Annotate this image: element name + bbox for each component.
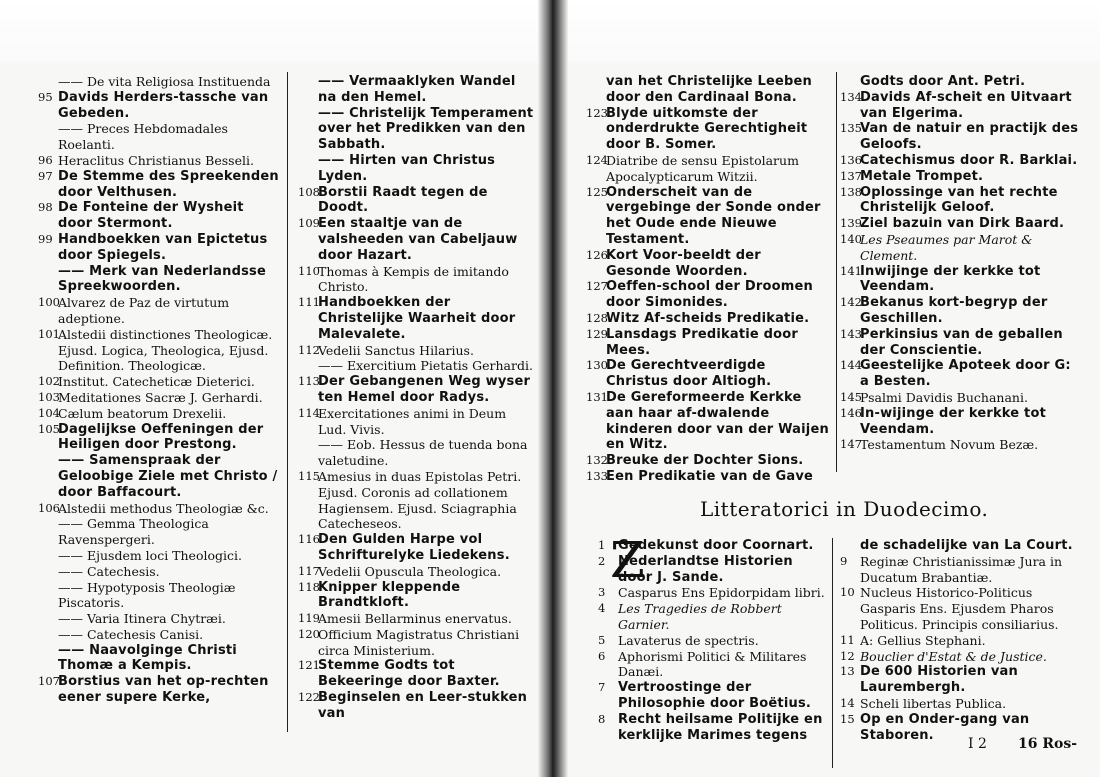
entry-title: Alvarez de Paz de virtutum adeptione.: [58, 295, 230, 326]
catalog-entry: [38, 374, 282, 390]
entry-title: Davids Herders-tassche van Gebeden.: [58, 89, 269, 121]
entry-number: 126: [586, 247, 608, 262]
catalog-entry: [840, 295, 1080, 327]
catalog-column-3-lower: [598, 531, 830, 743]
entry-number: 142: [840, 295, 862, 310]
signature-mark: I 2: [968, 736, 987, 752]
entry-title: Exercitationes animi in Deum Lud. Vivis.: [318, 405, 507, 437]
entry-number: 107: [38, 674, 60, 689]
catalog-entry: [38, 516, 282, 548]
catalog-entry: [298, 469, 534, 532]
catalog-entry: [38, 548, 282, 564]
entry-number: 143: [840, 326, 862, 341]
catalog-entry: [38, 643, 282, 675]
entry-title: —— Hirten van Christus Lyden.: [318, 152, 496, 184]
catalog-entry: [586, 311, 830, 327]
entry-title: Stemme Godts tot Bekeeringe door Baxter.: [318, 658, 500, 690]
catalog-entry: [840, 585, 1080, 632]
entry-number: 120: [298, 626, 320, 641]
catalog-entry: [298, 627, 534, 659]
entry-title: Meditationes Sacræ J. Gerhardi.: [58, 389, 263, 405]
entry-title: Vedelii Opuscula Theologica.: [318, 563, 502, 579]
entry-number: 2: [598, 553, 606, 568]
catalog-entry: [840, 153, 1080, 169]
entry-title: Een staaltje van de valsheeden van Cabeljauw door Hazart.: [318, 216, 518, 263]
catalog-entry: [598, 538, 830, 554]
entry-number: 103: [38, 389, 60, 404]
entry-number: [298, 74, 318, 106]
entry-number: 105: [38, 421, 60, 436]
entry-title: Diatribe de sensu Epistolarum Apocalypticarum Witzii.: [606, 152, 799, 184]
catalog-entry: [586, 185, 830, 248]
entry-number: 111: [298, 295, 320, 310]
catalog-entry: [598, 649, 830, 681]
catalog-entry: [840, 185, 1080, 217]
entry-number: 113: [298, 374, 320, 389]
entry-title: —— Varia Itinera Chytræi.: [58, 611, 226, 627]
entry-title: Lansdags Predikatie door Mees.: [606, 326, 799, 358]
catalog-entry: [586, 390, 830, 453]
column-rule-right-bottom: [832, 538, 833, 768]
entry-number: 1: [598, 538, 606, 552]
catalog-entry: [840, 121, 1080, 153]
entry-title: De Gereformeerde Kerkke aan haar af-dwalende kinderen door van der Waijen en Witz.: [606, 389, 829, 453]
catalog-entry: [298, 437, 534, 469]
catalog-entry: [298, 690, 534, 722]
entry-title: —— Preces Hebdomadales Roelanti.: [58, 121, 228, 153]
entry-number: 146: [840, 405, 862, 420]
catalog-entry: [38, 153, 282, 169]
entry-title: Oplossinge van het rechte Christelijk Geloof.: [860, 184, 1058, 216]
entry-title: Officium Magistratus Christiani circa Ministerium.: [318, 626, 520, 658]
entry-title: de schadelijke van La Court.: [860, 538, 1073, 553]
catalog-entry: [840, 327, 1080, 359]
catalog-entry: [840, 538, 1080, 554]
entry-title: Beginselen en Leer-stukken van: [318, 690, 528, 721]
entry-title: Dagelijkse Oeffeningen der Heiligen door Prestong.: [58, 421, 264, 453]
entry-number: 125: [586, 184, 608, 199]
entry-title: Borstius van het op-rechten eener supere Kerke,: [58, 674, 269, 706]
catalog-entry: [840, 554, 1080, 586]
entry-title: De Stemme des Spreekenden door Velthusen.: [58, 168, 279, 200]
entry-number: 13: [840, 664, 855, 679]
entry-title: Inwijinge der kerkke tot Veendam.: [860, 263, 1041, 295]
entry-title: Recht heilsame Politijke en kerklijke Marimes tegens: [618, 711, 823, 743]
catalog-entry: [840, 437, 1080, 453]
entry-title: —— Merk van Nederlandsse Spreekwoorden.: [58, 263, 267, 295]
catalog-entry: [840, 264, 1080, 296]
entry-number: [586, 74, 606, 106]
catalog-entry: [840, 696, 1080, 712]
entry-title: —— Vermaaklyken Wandel na den Hemel.: [318, 74, 516, 105]
catalog-entry: [598, 633, 830, 649]
entry-number: 138: [840, 184, 862, 199]
entry-number: 8: [598, 711, 606, 726]
catalog-entry: [586, 153, 830, 185]
catalog-entry: [298, 106, 534, 153]
entry-title: Heraclitus Christianus Besseli.: [58, 152, 254, 168]
entry-number: 109: [298, 216, 320, 231]
catalog-entry: [38, 611, 282, 627]
catalog-entry: [586, 74, 830, 106]
entry-number: 104: [38, 405, 60, 420]
entry-title: Perkinsius van de geballen der Conscientie.: [860, 326, 1063, 358]
entry-title: Handboekken der Christelijke Waarheit door Malevalete.: [318, 295, 516, 342]
entry-number: 12: [840, 648, 855, 663]
catalog-entry: [586, 248, 830, 280]
entry-number: 5: [598, 632, 606, 647]
entry-number: [840, 538, 860, 554]
catalog-entry: [298, 658, 534, 690]
entry-number: [298, 153, 318, 185]
entry-number: [38, 643, 58, 675]
entry-number: 110: [298, 263, 320, 278]
entry-number: 98: [38, 200, 53, 215]
entry-number: 141: [840, 263, 862, 278]
entry-number: [38, 611, 58, 627]
catalog-entry: [840, 216, 1080, 232]
entry-number: 101: [38, 326, 60, 341]
entry-title: —— Catechesis Canisi.: [58, 626, 204, 642]
catalog-entry: [840, 390, 1080, 406]
entry-title: Davids Af-scheit en Uitvaart van Elgerima.: [860, 89, 1072, 121]
catalog-entry: [38, 390, 282, 406]
entry-title: Godts door Ant. Petri.: [860, 74, 1026, 89]
entry-title: Testamentum Novum Bezæ.: [860, 437, 1039, 453]
catalog-entry: [598, 601, 830, 633]
catalog-entry: [298, 564, 534, 580]
catalog-entry: [38, 121, 282, 153]
entry-number: 136: [840, 152, 862, 167]
catalog-entry: [840, 633, 1080, 649]
catalog-entry: [38, 453, 282, 500]
entry-number: 3: [598, 585, 606, 600]
catalog-entry: [38, 627, 282, 643]
entry-title: Cælum beatorum Drexelii.: [58, 405, 227, 421]
entry-number: 102: [38, 374, 60, 389]
entry-number: [38, 121, 58, 153]
catalog-entry: [840, 232, 1080, 264]
entry-title: Thomas à Kempis de imitando Christo.: [318, 263, 509, 295]
entry-number: 96: [38, 152, 53, 167]
catalog-entry: [298, 185, 534, 217]
entry-number: 144: [840, 358, 862, 373]
entry-number: 15: [840, 711, 855, 726]
catalog-entry: [586, 327, 830, 359]
entry-title: —— Naavolginge Christi Thomæ a Kempis.: [58, 642, 237, 674]
catalog-entry: [598, 585, 830, 601]
entry-number: 132: [586, 453, 608, 468]
column-rule-left: [287, 72, 288, 732]
catalog-entry: [38, 564, 282, 580]
catalog-entry: [298, 74, 534, 106]
entry-title: Een Predikatie van de Gave: [606, 468, 814, 484]
entry-title: —— Eob. Hessus de tuenda bona valetudine.: [318, 437, 528, 469]
entry-title: —— Christelijk Temperament over het Predikken van den Sabbath.: [318, 105, 534, 153]
catalog-entry: [38, 327, 282, 374]
entry-title: Borstii Raadt tegen de Doodt.: [318, 184, 488, 216]
entry-number: 131: [586, 389, 608, 404]
entry-title: Bouclier d'Estat & de Justice.: [860, 648, 1047, 664]
entry-title: —— Catechesis.: [58, 563, 160, 579]
catalog-entry: [38, 264, 282, 296]
entry-title: —— Ejusdem loci Theologici.: [58, 547, 242, 563]
catalog-entry: [586, 453, 830, 469]
entry-title: Knipper kleppende Brandtkloft.: [318, 579, 461, 611]
entry-number: 127: [586, 279, 608, 294]
entry-title: Den Gulden Harpe vol Schrifturelyke Liedekens.: [318, 532, 510, 563]
entry-title: In-wijinge der kerkke tot Veendam.: [860, 405, 1046, 437]
entry-title: —— Gemma Theologica Ravenspergeri.: [58, 516, 209, 548]
entry-title: Casparus Ens Epidorpidam libri.: [618, 585, 825, 601]
entry-number: 9: [840, 553, 848, 568]
entry-number: [298, 437, 318, 469]
entry-title: van het Christelijke Leeben door den Cardinaal Bona.: [606, 74, 812, 105]
catchword: 16 Ros-: [1018, 736, 1078, 752]
entry-number: 124: [586, 152, 608, 167]
entry-title: Onderscheit van de vergebinge der Sonde onder het Oude ende Nieuwe Testament.: [606, 184, 821, 247]
drop-capital: Z: [610, 531, 645, 589]
catalog-entry: [586, 469, 830, 485]
entry-number: 140: [840, 231, 862, 246]
book-gutter: [538, 0, 568, 777]
entry-number: 122: [298, 690, 320, 705]
catalog-entry: [38, 169, 282, 201]
entry-title: Amesii Bellarminus enervatus.: [318, 611, 512, 627]
entry-number: 128: [586, 310, 608, 325]
entry-title: Amesius in duas Epistolas Petri. Ejusd. Coronis ad collationem Hagiensem. Ejusd. Sciagraphia Catecheseos.: [318, 468, 522, 532]
catalog-entry: [38, 674, 282, 706]
catalog-entry: [598, 554, 830, 586]
entry-number: 123: [586, 105, 608, 120]
entry-title: Catechismus door R. Barklai.: [860, 152, 1078, 168]
entry-title: Blyde uitkomste der onderdrukte Gerechtigheit door B. Somer.: [606, 105, 808, 153]
entry-number: 106: [38, 500, 60, 515]
entry-title: De 600 Historien van Laurembergh.: [860, 664, 1018, 696]
catalog-entry: [38, 200, 282, 232]
catalog-entry: [298, 374, 534, 406]
entry-title: Bekanus kort-begryp der Geschillen.: [860, 295, 1048, 326]
catalog-entry: [298, 216, 534, 263]
catalog-entry: [38, 295, 282, 327]
entry-number: [38, 516, 58, 548]
entry-title: —— Exercitium Pietatis Gerhardi.: [318, 358, 533, 374]
entry-number: 116: [298, 532, 320, 547]
entry-number: 133: [586, 468, 608, 483]
entry-title: Psalmi Davidis Buchanani.: [860, 389, 1028, 405]
entry-title: Oeffen-school der Droomen door Simonides.: [606, 279, 813, 311]
catalog-entry: [298, 532, 534, 564]
entry-number: 14: [840, 695, 855, 710]
entry-number: 115: [298, 468, 320, 483]
entry-title: —— De vita Religiosa Instituenda: [58, 74, 271, 89]
section-title: Litteratorici in Duodecimo.: [700, 497, 989, 521]
entry-number: 137: [840, 168, 862, 183]
catalog-entry: [840, 358, 1080, 390]
catalog-entry: [840, 664, 1080, 696]
entry-number: 129: [586, 326, 608, 341]
catalog-entry: [586, 106, 830, 153]
entry-number: 130: [586, 358, 608, 373]
entry-number: 139: [840, 216, 862, 231]
catalog-entry: [586, 279, 830, 311]
catalog-entry: [840, 74, 1080, 90]
entry-title: Institut. Catecheticæ Dieterici.: [58, 374, 255, 390]
entry-title: Der Gebangenen Weg wyser ten Hemel door Radys.: [318, 374, 531, 405]
entry-title: Kort Voor-beeldt der Gesonde Woorden.: [606, 247, 761, 279]
entry-number: 117: [298, 563, 320, 578]
entry-number: 4: [598, 601, 606, 616]
entry-number: [38, 580, 58, 612]
entry-title: Aphorismi Politici & Militares Danæi.: [618, 648, 807, 680]
entry-title: De Gerechtveerdigde Christus door Altiogh.: [606, 358, 772, 390]
entry-number: 145: [840, 389, 862, 404]
entry-title: De Fonteine der Wysheit door Stermont.: [58, 200, 244, 232]
entry-number: 10: [840, 585, 855, 600]
entry-title: Reginæ Christianissimæ Jura in Ducatum Brabantiæ.: [860, 553, 1063, 585]
entry-title: Nucleus Historico-Politicus Gasparis Ens. Ejusdem Pharos Politicus. Principis consiliarius.: [860, 585, 1059, 632]
entry-title: Les Pseaumes par Marot & Clement.: [860, 231, 1033, 263]
catalog-entry: [598, 680, 830, 712]
entry-title: Witz Af-scheids Predikatie.: [606, 310, 810, 326]
catalog-entry: [840, 649, 1080, 665]
catalog-entry: [38, 501, 282, 517]
entry-title: Handboekken van Epictetus door Spiegels.: [58, 231, 268, 263]
entry-number: [840, 74, 860, 90]
entry-number: 108: [298, 184, 320, 199]
entry-number: [38, 548, 58, 564]
entry-title: Vedelii Sanctus Hilarius.: [318, 342, 474, 358]
catalog-entry: [298, 406, 534, 438]
entry-number: 147: [840, 437, 862, 452]
catalog-entry: [298, 611, 534, 627]
entry-title: Geestelijke Apoteek door G: a Besten.: [860, 358, 1071, 390]
entry-number: [38, 564, 58, 580]
entry-title: Metale Trompet.: [860, 168, 984, 184]
entry-number: [38, 627, 58, 643]
catalog-column-4-lower: [840, 538, 1080, 743]
catalog-entry: [840, 90, 1080, 122]
entry-number: 11: [840, 632, 855, 647]
catalog-entry: [38, 90, 282, 122]
entry-number: 114: [298, 405, 320, 420]
entry-number: 99: [38, 231, 53, 246]
catalog-entry: [38, 232, 282, 264]
entry-number: 6: [598, 648, 606, 663]
catalog-entry: [298, 153, 534, 185]
entry-number: [298, 358, 318, 374]
entry-title: —— Hypotyposis Theologiæ Piscatoris.: [58, 579, 236, 611]
entry-title: Breuke der Dochter Sions.: [606, 453, 804, 469]
catalog-column-4: [840, 74, 1080, 453]
entry-number: 121: [298, 658, 320, 673]
entry-title: A: Gellius Stephani.: [860, 632, 986, 648]
catalog-entry: [38, 406, 282, 422]
column-rule-right-top: [836, 72, 837, 472]
entry-number: 112: [298, 342, 320, 357]
entry-number: 119: [298, 611, 320, 626]
catalog-entry: [840, 406, 1080, 438]
entry-number: [38, 264, 58, 296]
catalog-entry: [298, 358, 534, 374]
entry-title: Van de natuir en practijk des Geloofs.: [860, 121, 1079, 153]
catalog-entry: [38, 422, 282, 454]
catalog-entry: [298, 580, 534, 612]
catalog-entry: [298, 295, 534, 342]
entry-number: 118: [298, 579, 320, 594]
entry-title: Ziel bazuin van Dirk Baard.: [860, 216, 1065, 232]
catalog-entry: [598, 712, 830, 744]
entry-title: Alstedii distinctiones Theologicæ. Ejusd. Logica, Theologica, Ejusd. Definition. Theologicæ.: [58, 326, 273, 374]
catalog-entry: [38, 74, 282, 90]
catalog-column-3: [586, 74, 830, 485]
catalog-column-2: [298, 74, 534, 722]
catalog-entry: [840, 169, 1080, 185]
entry-title: —— Samenspraak der Geloobige Ziele met Christo / door Baffacourt.: [58, 453, 278, 500]
entry-number: [38, 74, 58, 90]
entry-number: 100: [38, 295, 60, 310]
catalog-column-1: [38, 74, 282, 706]
entry-title: Alstedii methodus Theologiæ &c.: [58, 500, 269, 516]
entry-title: Op en Onder-gang van Staboren.: [860, 711, 1030, 743]
catalog-entry: [586, 358, 830, 390]
entry-number: 97: [38, 168, 53, 183]
entry-title: Gedekunst door Coornart.: [618, 538, 814, 553]
entry-number: [298, 106, 318, 153]
entry-number: 134: [840, 89, 862, 104]
catalog-entry: [298, 264, 534, 296]
catalog-entry: [38, 580, 282, 612]
entry-title: Lavaterus de spectris.: [618, 632, 759, 648]
entry-title: Scheli libertas Publica.: [860, 695, 1007, 711]
entry-title: Les Tragedies de Robbert Garnier.: [618, 601, 782, 632]
entry-number: 135: [840, 121, 862, 136]
entry-title: Vertroostinge der Philosophie door Boëtius.: [618, 680, 812, 711]
entry-number: [38, 453, 58, 500]
entry-title: Nederlandtse Historien door J. Sande.: [618, 553, 793, 585]
entry-number: 95: [38, 89, 53, 104]
catalog-entry: [298, 343, 534, 359]
entry-number: 7: [598, 680, 606, 695]
